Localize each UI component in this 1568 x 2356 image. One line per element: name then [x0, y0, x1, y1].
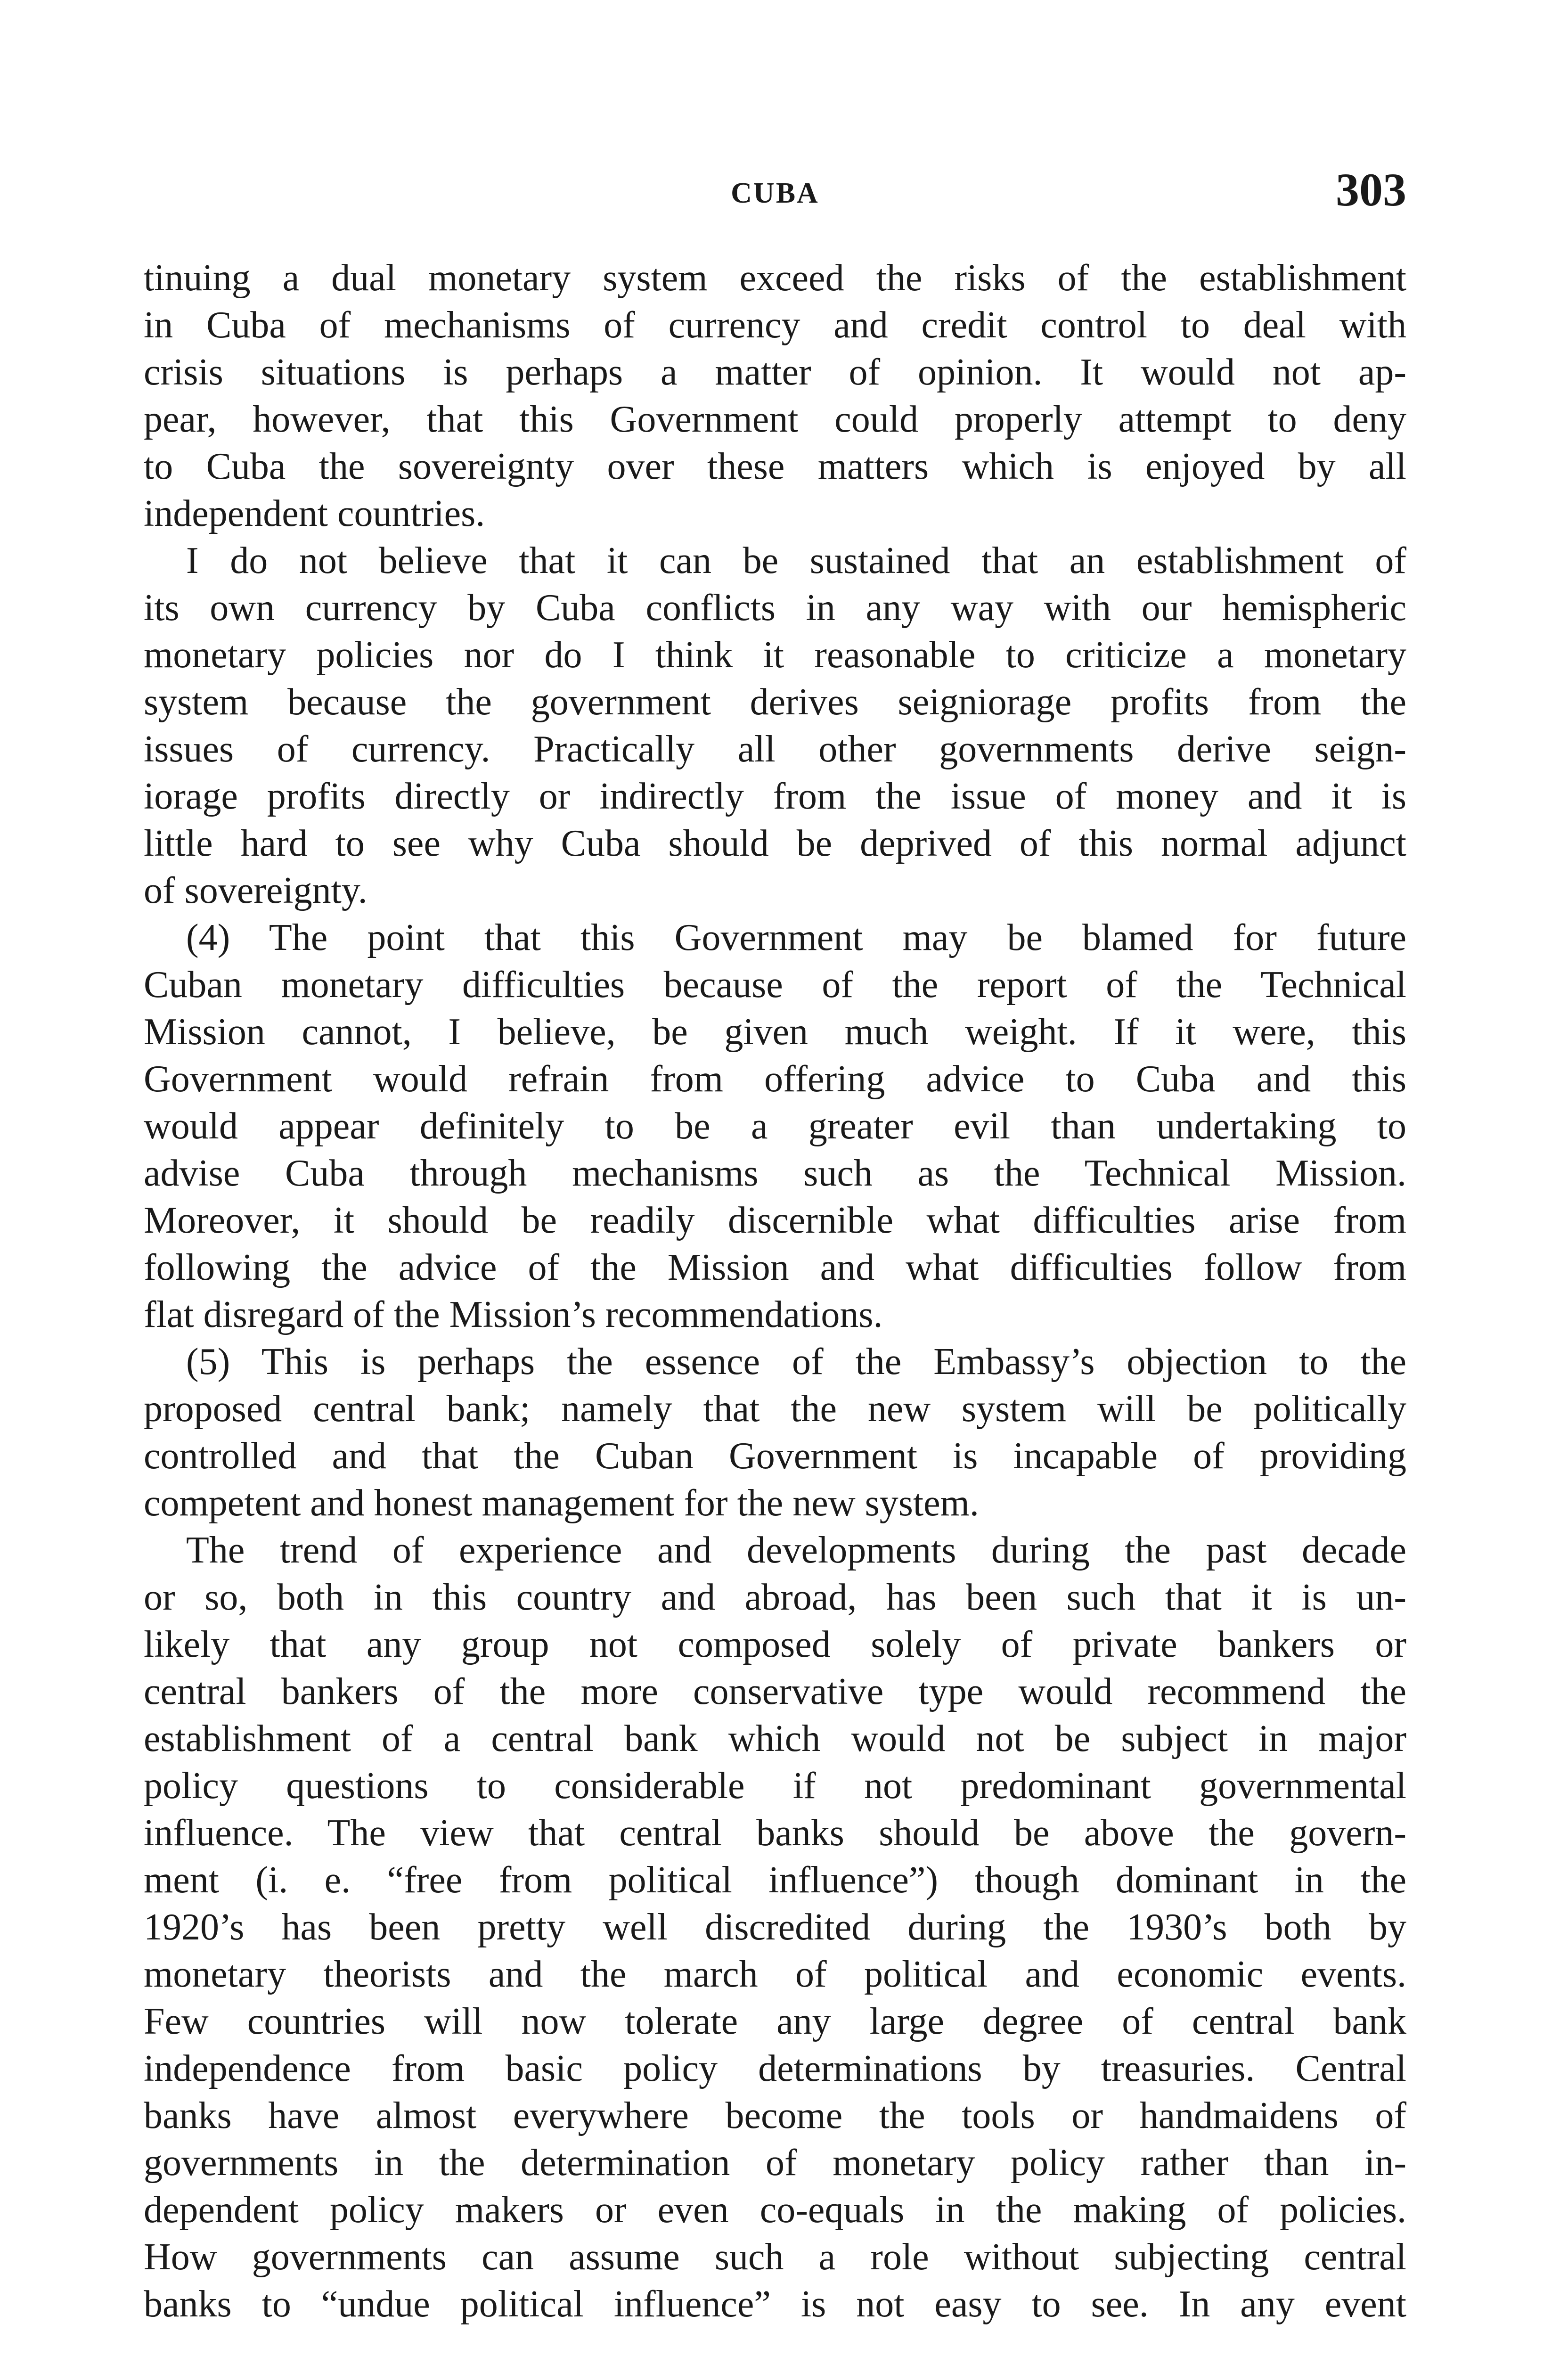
- text-line: to Cuba the sovereignty over these matters which is enjoyed by all: [144, 446, 1406, 487]
- text-line: proposed central bank; namely that the new system will be politically: [144, 1388, 1406, 1430]
- text-line: influence. The view that central banks should be above the govern-: [144, 1812, 1406, 1854]
- text-line: Cuban monetary difficulties because of the report of the Technical: [144, 964, 1406, 1006]
- text-line: crisis situations is perhaps a matter of opinion. It would not ap-: [144, 352, 1406, 393]
- text-line: policy questions to considerable if not predominant governmental: [144, 1765, 1406, 1807]
- text-line: iorage profits directly or indirectly from the issue of money and it is: [144, 776, 1406, 817]
- text-line: banks to “undue political influence” is not easy to see. In any event: [144, 2283, 1406, 2325]
- text-line: likely that any group not composed solely of private bankers or: [144, 1624, 1406, 1665]
- text-line: central bankers of the more conservative type would recommend the: [144, 1671, 1406, 1712]
- text-line: or so, both in this country and abroad, has been such that it is un-: [144, 1577, 1406, 1618]
- text-line: banks have almost everywhere become the tools or handmaidens of: [144, 2095, 1406, 2136]
- text-line: Government would refrain from offering advice to Cuba and this: [144, 1058, 1406, 1100]
- text-line: controlled and that the Cuban Government is incapable of providing: [144, 1435, 1406, 1477]
- body-text: [144, 254, 1406, 2328]
- text-line: ment (i. e. “free from political influence”) though dominant in the: [144, 1859, 1406, 1901]
- paragraph-p1: [144, 254, 1406, 537]
- text-line: (5) This is perhaps the essence of the Embassy’s objection to the: [186, 1341, 1406, 1383]
- text-line: pear, however, that this Government could properly attempt to deny: [144, 399, 1406, 440]
- text-line: Moreover, it should be readily discernible what difficulties arise from: [144, 1200, 1406, 1241]
- text-line: independence from basic policy determinations by treasuries. Central: [144, 2048, 1406, 2089]
- text-line: monetary policies nor do I think it reasonable to criticize a monetary: [144, 634, 1406, 676]
- text-line: monetary theorists and the march of political and economic events.: [144, 1954, 1406, 1995]
- paragraph-p3: [144, 914, 1406, 1338]
- text-line: of sovereignty.: [144, 870, 368, 911]
- text-line: little hard to see why Cuba should be deprived of this normal adjunct: [144, 823, 1406, 864]
- text-line: How governments can assume such a role without subjecting central: [144, 2236, 1406, 2278]
- text-line: Few countries will now tolerate any large degree of central bank: [144, 2001, 1406, 2042]
- text-line: following the advice of the Mission and what difficulties follow from: [144, 1247, 1406, 1288]
- text-line: Mission cannot, I believe, be given much weight. If it were, this: [144, 1011, 1406, 1053]
- running-title: CUBA: [731, 177, 819, 209]
- text-line: (4) The point that this Government may be blamed for future: [186, 917, 1406, 958]
- text-line: advise Cuba through mechanisms such as the Technical Mission.: [144, 1153, 1406, 1194]
- text-line: issues of currency. Practically all other governments derive seign-: [144, 728, 1406, 770]
- text-line: The trend of experience and developments during the past decade: [186, 1530, 1406, 1571]
- paragraph-p2: [144, 537, 1406, 914]
- text-line: its own currency by Cuba conflicts in any way with our hemispheric: [144, 587, 1406, 629]
- paragraph-p4: [144, 1338, 1406, 1527]
- text-line: governments in the determination of monetary policy rather than in-: [144, 2142, 1406, 2184]
- text-line: flat disregard of the Mission’s recommendations.: [144, 1294, 883, 1335]
- running-head: [144, 164, 1406, 221]
- page-number: 303: [1336, 164, 1406, 216]
- text-line: independent countries.: [144, 493, 485, 534]
- text-line: establishment of a central bank which would not be subject in major: [144, 1718, 1406, 1759]
- text-line: would appear definitely to be a greater evil than undertaking to: [144, 1105, 1406, 1147]
- text-line: system because the government derives seigniorage profits from the: [144, 681, 1406, 723]
- text-line: competent and honest management for the new system.: [144, 1482, 979, 1524]
- text-line: I do not believe that it can be sustained that an establishment of: [186, 540, 1406, 581]
- text-line: in Cuba of mechanisms of currency and credit control to deal with: [144, 304, 1406, 346]
- paragraph-p5: [144, 1527, 1406, 2328]
- text-line: dependent policy makers or even co-equals in the making of policies.: [144, 2189, 1406, 2231]
- text-line: tinuing a dual monetary system exceed the risks of the establishment: [144, 257, 1406, 299]
- text-line: 1920’s has been pretty well discredited during the 1930’s both by: [144, 1906, 1406, 1948]
